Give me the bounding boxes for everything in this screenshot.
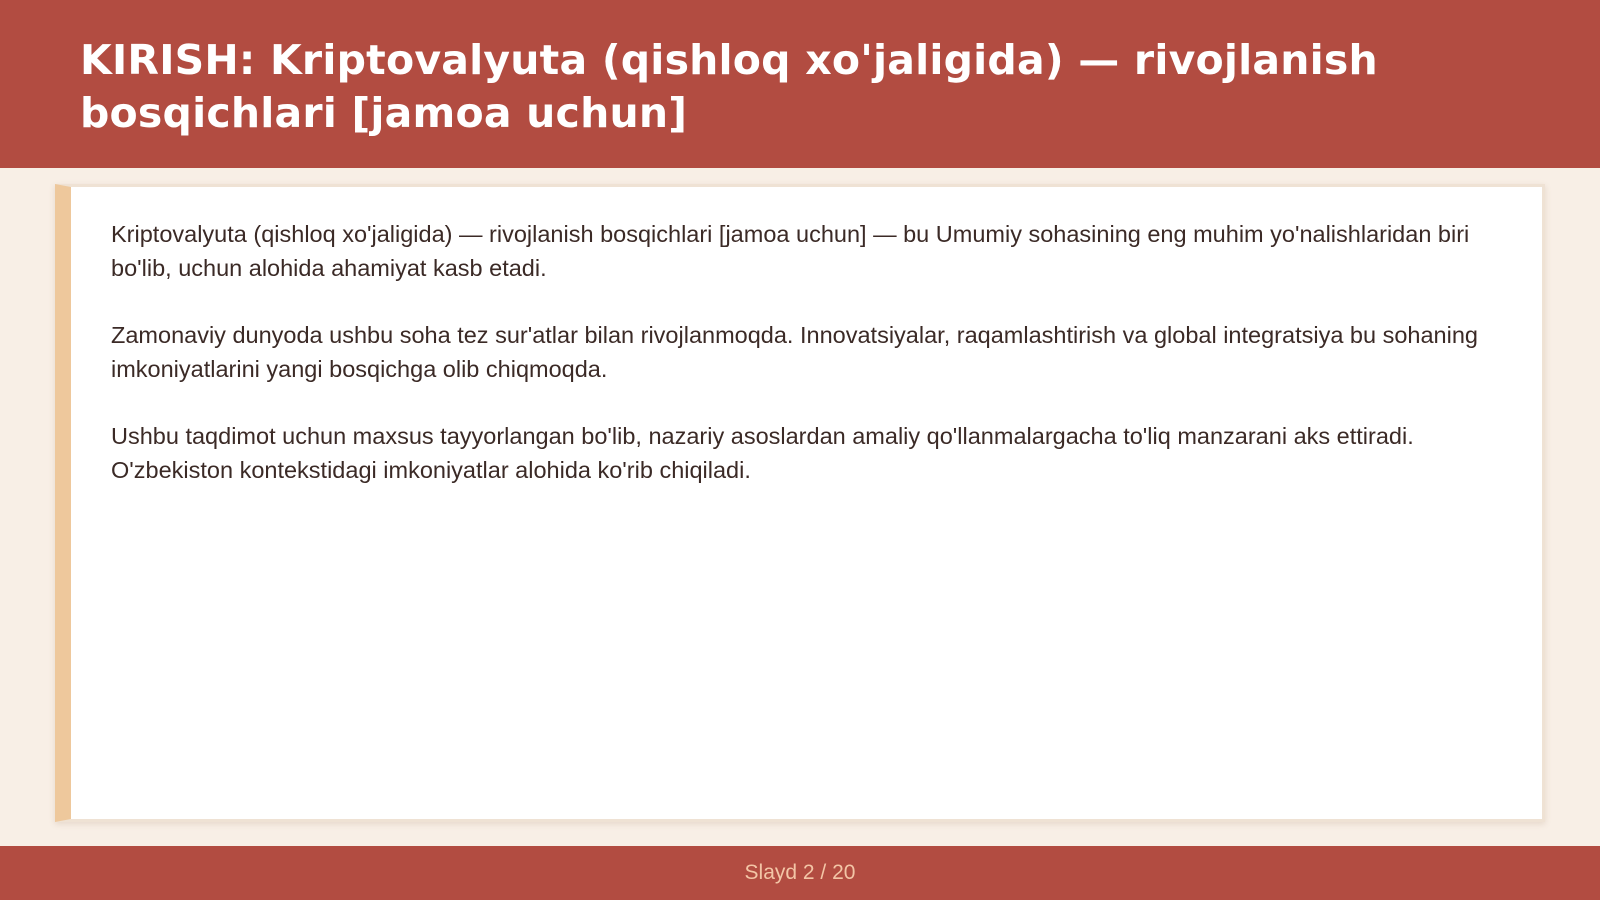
slide-footer bbox=[0, 846, 1600, 900]
slide-title: KIRISH: Kriptovalyuta (qishloq xo'jaligida) — rivojlanish bosqichlari [jamoa uchun] bbox=[80, 36, 1378, 137]
slide-counter: Slayd 2 / 20 bbox=[744, 861, 856, 884]
slide-header bbox=[0, 0, 1600, 168]
intro-paragraph: Kriptovalyuta (qishloq xo'jaligida) — rivojlanish bosqichlari [jamoa uchun] — bu Umumiy sohasining eng muhim yo'nalishlaridan biri bo'lib, uchun alohida ahamiyat kasb etadi. bbox=[111, 221, 1470, 281]
context-paragraph: Zamonaviy dunyoda ushbu soha tez sur'atlar bilan rivojlanmoqda. Innovatsiyalar, raqamlashtirish va global integratsiya bu sohaning imkoniyatlarini yangi bosqichga olib chiqmoqda. bbox=[111, 322, 1478, 382]
content-card bbox=[55, 184, 1545, 822]
purpose-paragraph: Ushbu taqdimot uchun maxsus tayyorlangan bo'lib, nazariy asoslardan amaliy qo'llanmalargacha to'liq manzarani aks ettiradi. O'zbekiston kontekstidagi imkoniyatlar alohida ko'rib chiqiladi. bbox=[111, 423, 1414, 483]
